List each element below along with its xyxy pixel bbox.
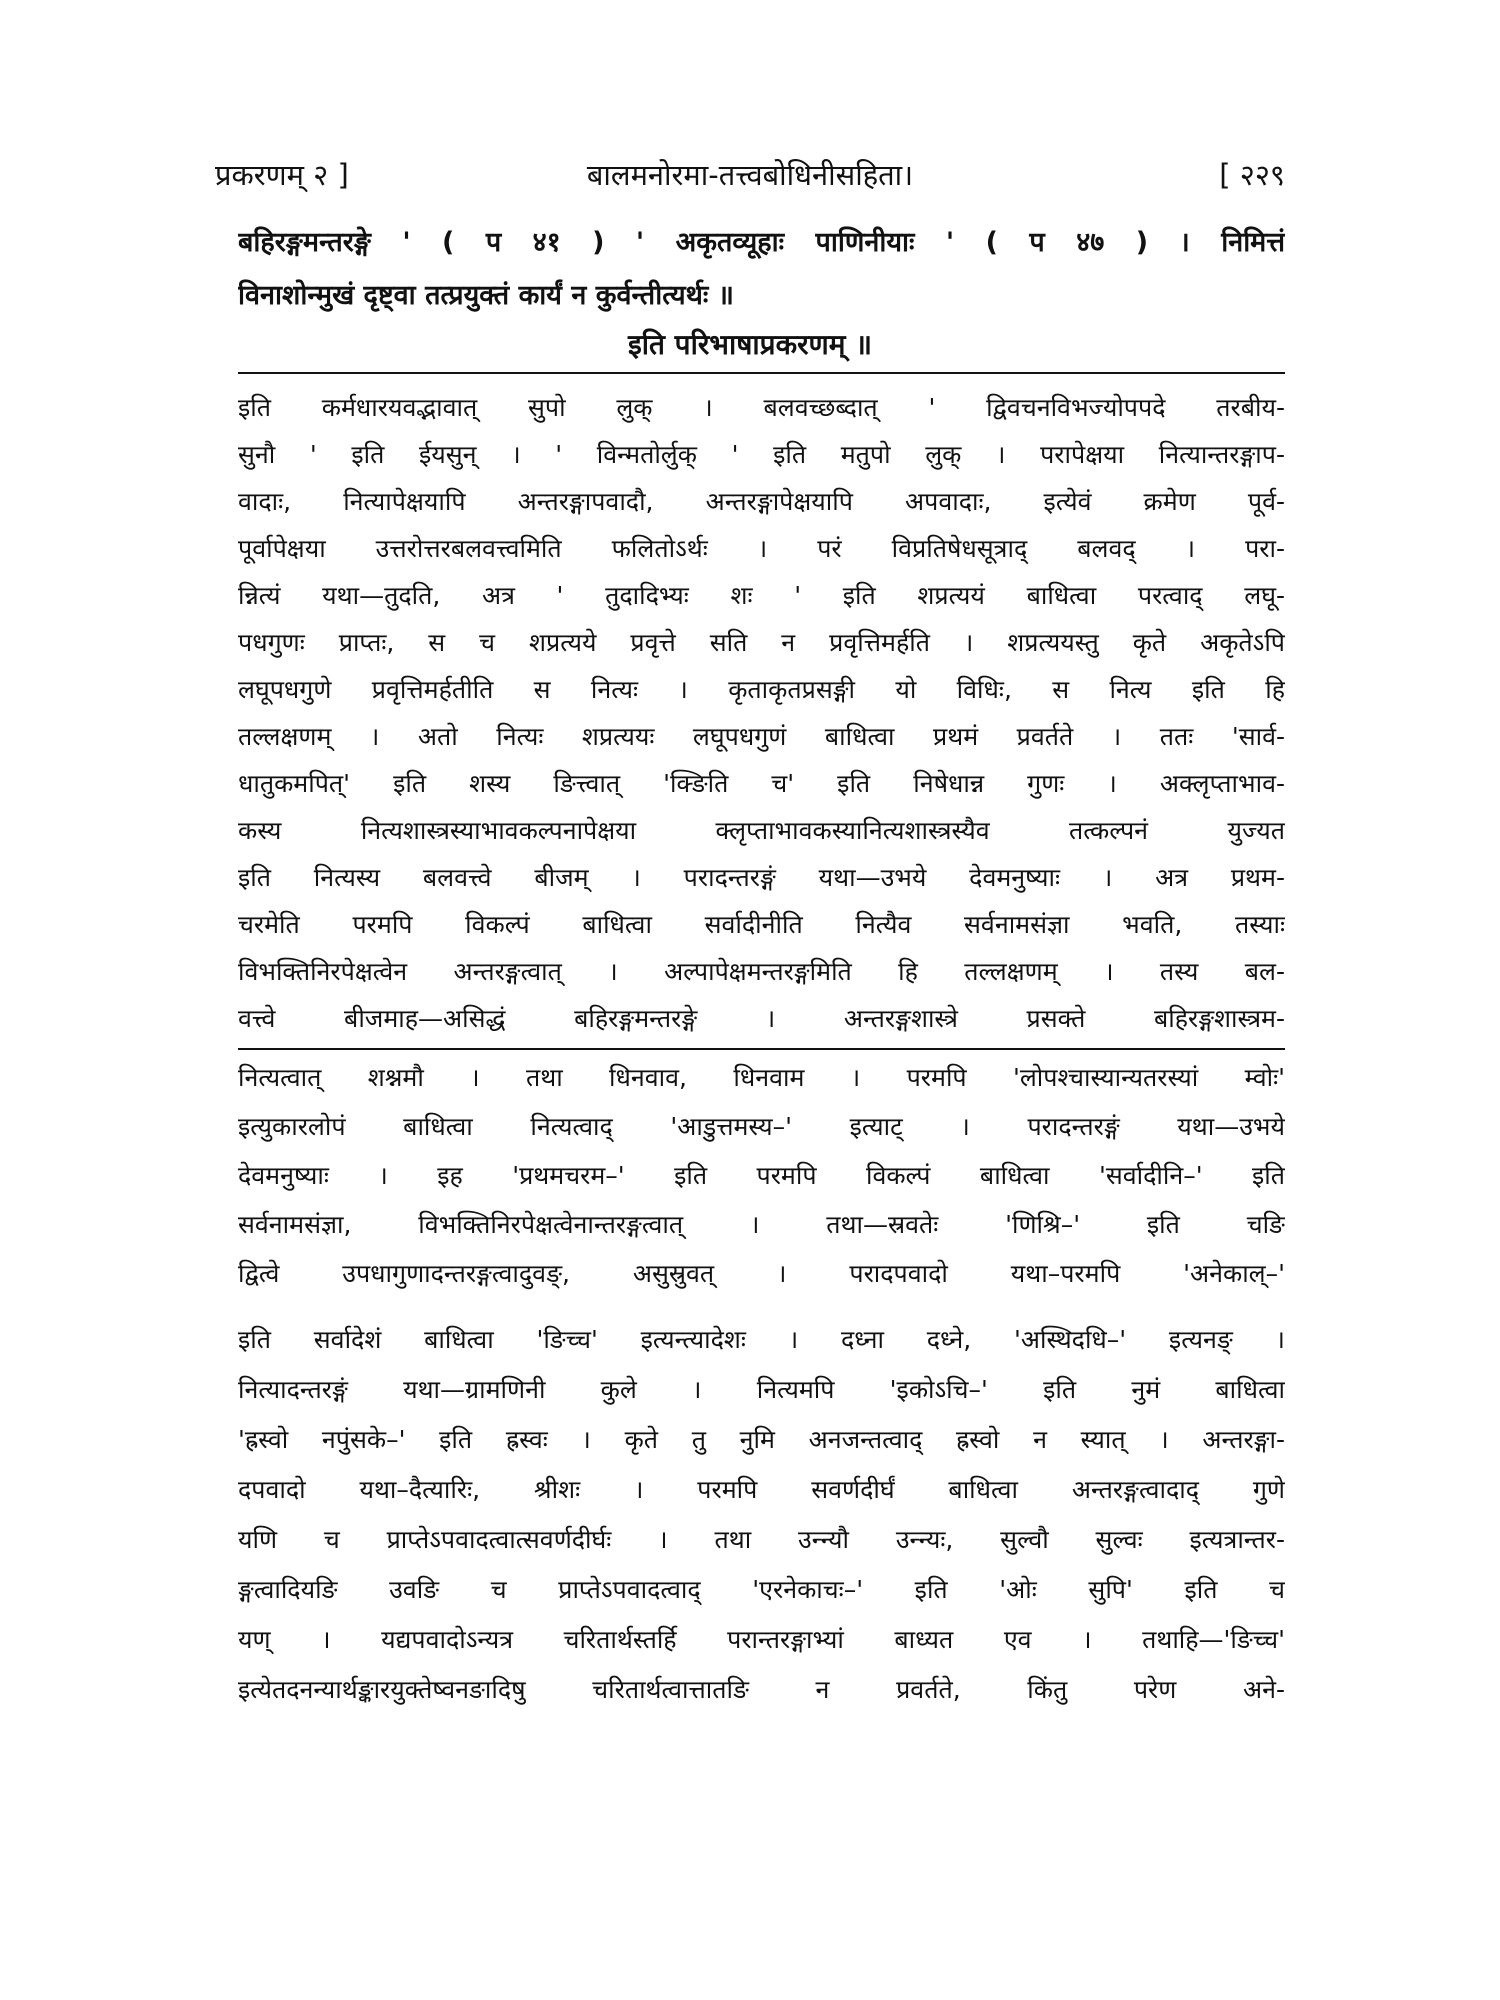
commentary-line: 'ह्रस्वो नपुंसके–' इति ह्रस्वः । कृते तु नुमि अनजन्तत्वाद् ह्रस्वो न स्यात् । अन्तरङ्गा- xyxy=(238,1425,1285,1454)
commentary-line: ङ्गत्वादियङि उवङि च प्राप्तेऽपवादत्वाद् 'एरनेकाचः–' इति 'ओः सुपि' इति च xyxy=(238,1575,1285,1604)
commentary-line: नित्यादन्तरङ्गं यथा—ग्रामणिनी कुले । नित्यमपि 'इकोऽचि–' इति नुमं बाधित्वा xyxy=(238,1375,1285,1404)
commentary-line: धातुकमपित्' इति शस्य ङित्त्वात् 'क्ङिति च' इति निषेधान्न गुणः । अक्लृप्ताभाव- xyxy=(238,769,1285,798)
commentary-line: तल्लक्षणम् । अतो नित्यः शप्रत्ययः लघूपधगुणं बाधित्वा प्रथमं प्रवर्तते । ततः 'सार्व- xyxy=(238,722,1285,751)
commentary-line: पूर्वापेक्षया उत्तरोत्तरबलवत्त्वमिति फलितोऽर्थः । परं विप्रतिषेधसूत्राद् बलवद् । परा- xyxy=(238,534,1285,563)
commentary-line: पधगुणः प्राप्तः, स च शप्रत्यये प्रवृत्ते सति न प्रवृत्तिमर्हति । शप्रत्ययस्तु कृते अकृतेऽपि xyxy=(238,628,1285,657)
commentary-line: इत्युकारलोपं बाधित्वा नित्यत्वाद् 'आडुत्तमस्य–' इत्याट् । परादन्तरङ्गं यथा—उभये xyxy=(238,1112,1285,1141)
divider-rule xyxy=(238,1048,1285,1050)
commentary-line: विभक्तिनिरपेक्षत्वेन अन्तरङ्गत्वात् । अल्पापेक्षमन्तरङ्गमिति हि तल्लक्षणम् । तस्य बल- xyxy=(238,957,1285,986)
commentary-line: द्वित्वे उपधागुणादन्तरङ्गत्वादुवङ्, असुस्रुवत् । परादपवादो यथा–परमपि 'अनेकाल्–' xyxy=(238,1259,1285,1288)
commentary-line: लघूपधगुणे प्रवृत्तिमर्हतीति स नित्यः । कृताकृतप्रसङ्गी यो विधिः, स नित्य इति हि xyxy=(238,675,1285,704)
main-text-line: विनाशोन्मुखं दृष्ट्वा तत्प्रयुक्तं कार्यं न कुर्वन्तीत्यर्थः ॥ xyxy=(238,280,734,311)
commentary-line: वादाः, नित्यापेक्षयापि अन्तरङ्गापवादौ, अन्तरङ्गापेक्षयापि अपवादाः, इत्येवं क्रमेण पूर्व- xyxy=(238,487,1285,516)
commentary-line: देवमनुष्याः । इह 'प्रथमचरम–' इति परमपि विकल्पं बाधित्वा 'सर्वादीनि–' इति xyxy=(238,1161,1285,1190)
section-closing-line: इति परिभाषाप्रकरणम् ॥ xyxy=(627,328,873,361)
commentary-line: कस्य नित्यशास्त्रस्याभावकल्पनापेक्षया क्लृप्ताभावकस्यानित्यशास्त्रस्यैव तत्कल्पनं युज्यत xyxy=(238,816,1285,845)
commentary-line: यणि च प्राप्तेऽपवादत्वात्सवर्णदीर्घः । तथा उन्न्यौ उन्न्यः, सुल्वौ सुल्वः इत्यत्रान्तर- xyxy=(238,1525,1285,1554)
header-section-number: प्रकरणम् २ ] xyxy=(215,158,349,192)
commentary-line: इति कर्मधारयवद्भावात् सुपो लुक् । बलवच्छब्दात् ' द्विवचनविभज्योपपदे तरबीय- xyxy=(238,393,1285,422)
header-page-number: [ २२९ xyxy=(1219,158,1285,192)
divider-rule xyxy=(238,372,1285,374)
running-header xyxy=(215,150,1285,200)
commentary-line: वत्त्वे बीजमाह—असिद्धं बहिरङ्गमन्तरङ्गे । अन्तरङ्गशास्त्रे प्रसक्ते बहिरङ्गशास्त्रम- xyxy=(238,1004,1285,1033)
commentary-line: नित्यत्वात् शश्नमौ । तथा धिनवाव, धिनवाम । परमपि 'लोपश्चास्यान्यतरस्यां म्वोः' xyxy=(238,1063,1285,1092)
commentary-line: सर्वनामसंज्ञा, विभक्तिनिरपेक्षत्वेनान्तरङ्गत्वात् । तथा—स्रवतेः 'णिश्रि–' इति चङि xyxy=(238,1210,1285,1239)
commentary-line: इति नित्यस्य बलवत्त्वे बीजम् । परादन्तरङ्गं यथा—उभये देवमनुष्याः । अत्र प्रथम- xyxy=(238,863,1285,892)
commentary-line: सुनौ ' इति ईयसुन् । ' विन्मतोर्लुक् ' इति मतुपो लुक् । परापेक्षया नित्यान्तरङ्गाप- xyxy=(238,440,1285,469)
commentary-line: इति सर्वादेशं बाधित्वा 'ङिच्च' इत्यन्त्यादेशः । दध्ना दध्ने, 'अस्थिदधि–' इत्यनङ् । xyxy=(238,1325,1285,1354)
commentary-line: चरमेति परमपि विकल्पं बाधित्वा सर्वादीनीति नित्यैव सर्वनामसंज्ञा भवति, तस्याः xyxy=(238,910,1285,939)
commentary-line: यण् । यद्यपवादोऽन्यत्र चरितार्थस्तर्हि परान्तरङ्गाभ्यां बाध्यत एव । तथाहि—'ङिच्च' xyxy=(238,1625,1285,1654)
commentary-line: दपवादो यथा–दैत्यारिः, श्रीशः । परमपि सवर्णदीर्घं बाधित्वा अन्तरङ्गत्वादाद् गुणे xyxy=(238,1475,1285,1504)
commentary-line: न्नित्यं यथा—तुदति, अत्र ' तुदादिभ्यः शः ' इति शप्रत्ययं बाधित्वा परत्वाद् लघू- xyxy=(238,581,1285,610)
main-text-line: बहिरङ्गमन्तरङ्गे ' ( प ४१ ) ' अकृतव्यूहाः पाणिनीयाः ' ( प ४७ ) । निमित्तं xyxy=(238,227,1285,258)
commentary-line: इत्येतदनन्यार्थङ्कारयुक्तेष्वनङादिषु चरितार्थत्वात्तातङि न प्रवर्तते, किंतु परेण अने- xyxy=(238,1675,1285,1704)
header-title: बालमनोरमा-तत्त्वबोधिनीसहिता। xyxy=(586,158,914,192)
